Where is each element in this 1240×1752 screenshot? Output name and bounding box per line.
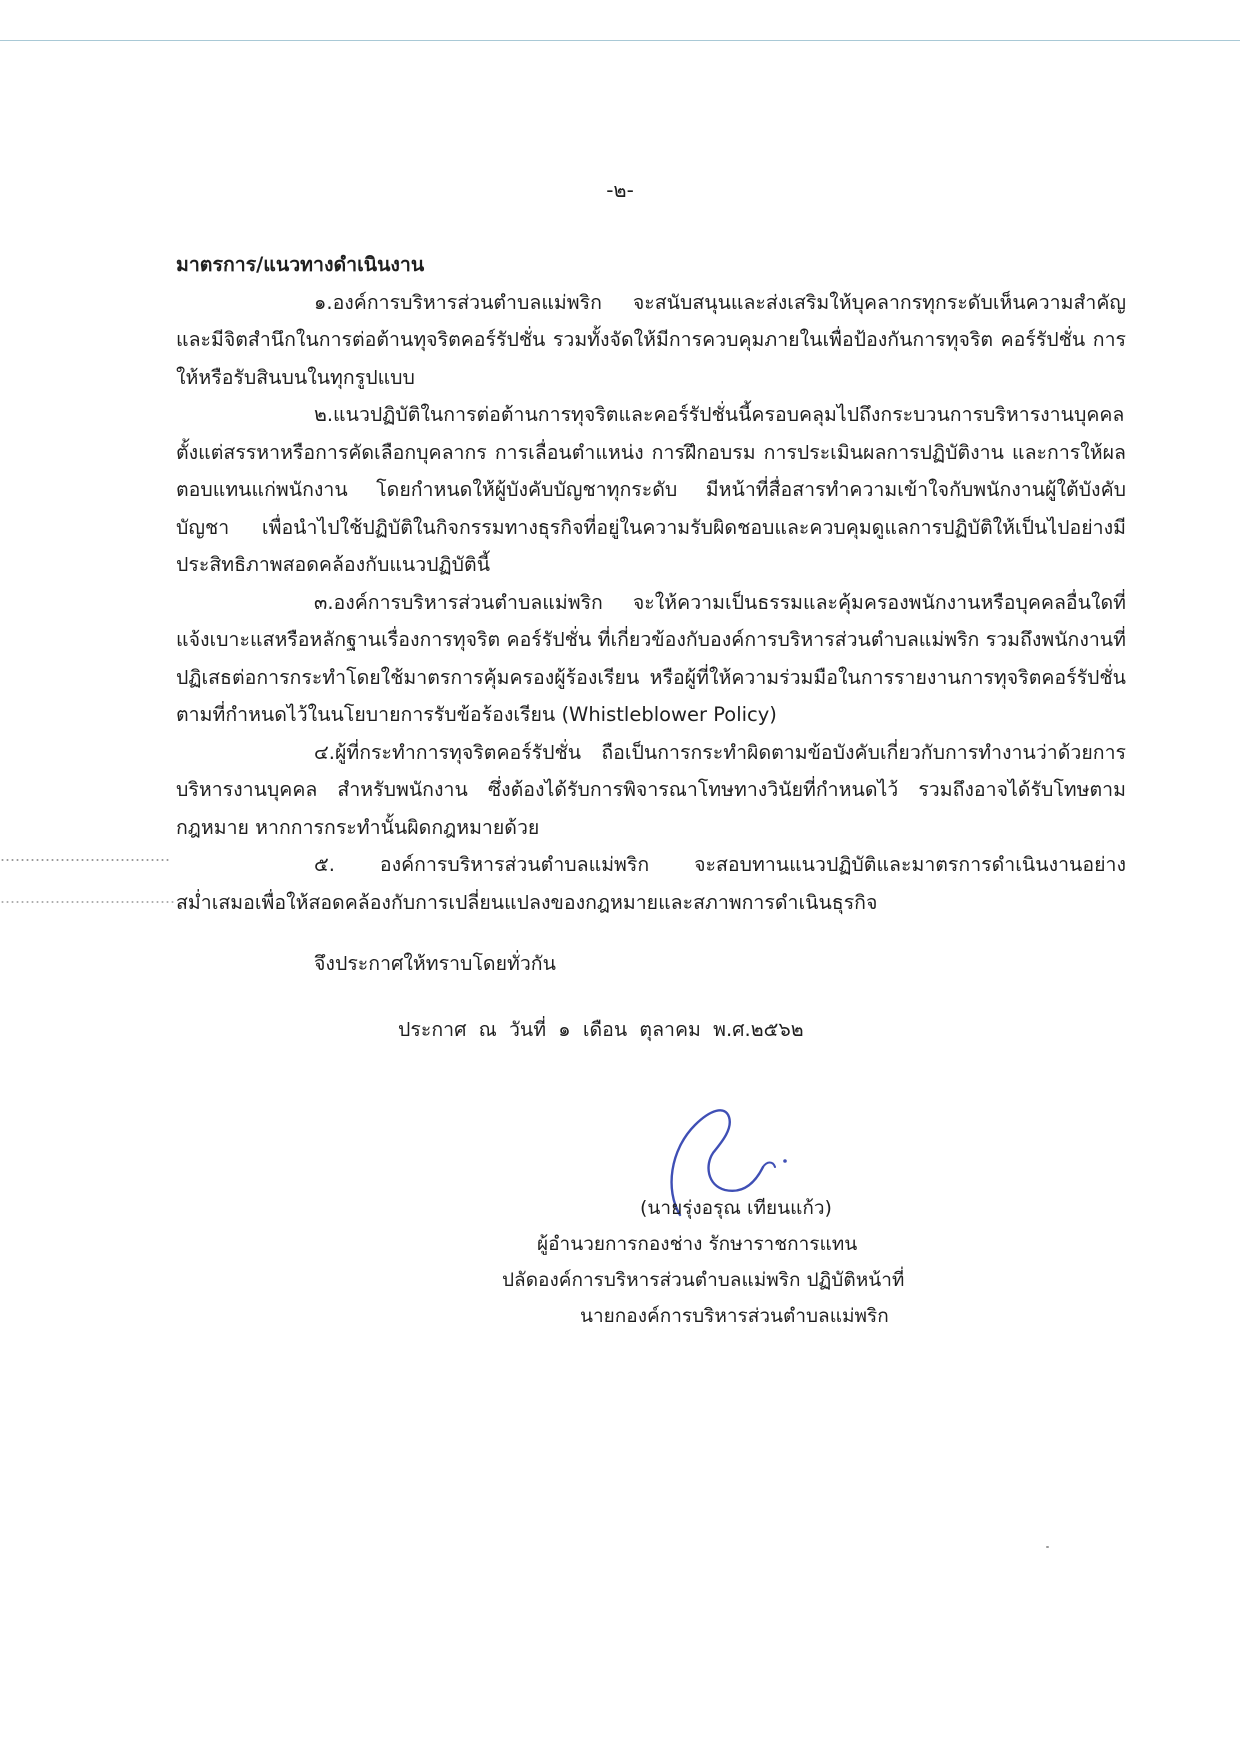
announcement-date: ประกาศ ณ วันที่ ๑ เดือน ตุลาคม พ.ศ.๒๕๖๒ — [398, 1018, 804, 1041]
signatory-position-1: ผู้อำนวยการกองช่าง รักษาราชการแทน — [537, 1233, 858, 1255]
page-number: -๒- — [606, 178, 634, 202]
signatory-name: (นายรุ่งอรุณ เทียนแก้ว) — [640, 1197, 832, 1219]
signatory-position-2: ปลัดองค์การบริหารส่วนตำบลแม่พริก ปฏิบัติหน้าที่ — [502, 1269, 905, 1291]
measure-paragraph-1: ๑.องค์การบริหารส่วนตำบลแม่พริก จะสนับสนุนและส่งเสริมให้บุคลากรทุกระดับเห็นความสำคัญและมีจิตสำนึกในการต่อต้านทุจริตคอร์รัปชั่น รวมทั้งจัดให้มีการควบคุมภายในเพื่อป้องกันการทุจริต คอร์รัปชั่น การให้หรือรับสินบนในทุกรูปแบบ — [176, 290, 1126, 389]
measure-paragraph-5: ๕. องค์การบริหารส่วนตำบลแม่พริก จะสอบทานแนวปฏิบัติและมาตรการดำเนินงานอย่างสม่ำเสมอเพื่อให้สอดคล้องกับการเปลี่ยนแปลงของกฎหมายและสภาพการดำเนินธุรกิจ — [176, 853, 1126, 914]
scan-artifact-speck — [1046, 1546, 1049, 1548]
scan-top-rule — [0, 40, 1240, 41]
measure-paragraph-3: ๓.องค์การบริหารส่วนตำบลแม่พริก จะให้ความเป็นธรรมและคุ้มครองพนักงานหรือบุคคลอื่นใดที่แจ้งเบาะแสหรือหลักฐานเรื่องการทุจริต คอร์รัปชั่น ที่เกี่ยวข้องกับองค์การบริหารส่วนตำบลแม่พริก รวมถึงพนักงานที่ปฏิเสธต่อการกระทำโดยใช้มาตรการคุ้มครองผู้ร้องเรียน หรือผู้ที่ให้ความร่วมมือในการรายงานการทุจริตคอร์รัปชั่น ตามที่กำหนดไว้ในนโยบายการรับข้อร้องเรียน (Whistleblower Policy) — [176, 590, 1126, 726]
scan-artifact-dots — [0, 901, 175, 903]
section-heading: มาตรการ/แนวทางดำเนินงาน — [176, 253, 425, 276]
signatory-position-3: นายกองค์การบริหารส่วนตำบลแม่พริก — [580, 1305, 889, 1327]
scan-artifact-dots — [0, 859, 170, 861]
measure-paragraph-2: ๒.แนวปฏิบัติในการต่อต้านการทุจริตและคอร์รัปชั่นนี้ครอบคลุมไปถึงกระบวนการบริหารงานบุคคลตั้งแต่สรรหาหรือการคัดเลือกบุคลากร การเลื่อนตำแหน่ง การฝึกอบรม การประเมินผลการปฏิบัติงาน และการให้ผลตอบแทนแก่พนักงาน โดยกำหนดให้ผู้บังคับบัญชาทุกระดับ มีหน้าที่สื่อสารทำความเข้าใจกับพนักงานผู้ใต้บังคับบัญชา เพื่อนำไปใช้ปฏิบัติในกิจกรรมทางธุรกิจที่อยู่ในความรับผิดชอบและควบคุมดูแลการปฏิบัติให้เป็นไปอย่างมีประสิทธิภาพสอดคล้องกับแนวปฏิบัตินี้ — [176, 403, 1126, 576]
measure-paragraph-4: ๔.ผู้ที่กระทำการทุจริตคอร์รัปชั่น ถือเป็นการกระทำผิดตามข้อบังคับเกี่ยวกับการทำงานว่าด้วยการบริหารงานบุคคล สำหรับพนักงาน ซึ่งต้องได้รับการพิจารณาโทษทางวินัยที่กำหนดไว้ รวมถึงอาจได้รับโทษตามกฎหมาย หากการกระทำนั้นผิดกฎหมายด้วย — [176, 740, 1126, 839]
document-body — [176, 246, 1126, 921]
closing-statement: จึงประกาศให้ทราบโดยทั่วกัน — [314, 952, 556, 975]
